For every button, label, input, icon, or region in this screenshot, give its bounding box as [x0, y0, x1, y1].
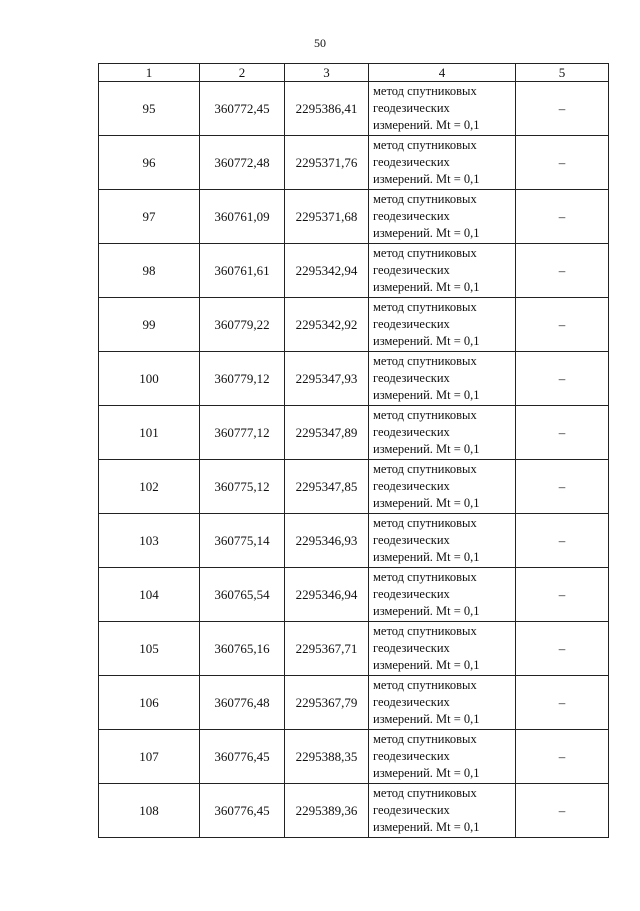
method-cell — [369, 784, 516, 838]
y-coordinate-cell: 2295371,76 — [285, 136, 369, 190]
method-line: измерений. Mt = 0,1 — [373, 172, 480, 186]
method-line: измерений. Mt = 0,1 — [373, 118, 480, 132]
method-line: метод спутниковых — [373, 300, 477, 314]
method-line: метод спутниковых — [373, 246, 477, 260]
note-cell: – — [516, 190, 609, 244]
method-line: геодезических — [373, 695, 450, 709]
table-row — [99, 784, 609, 838]
method-cell — [369, 136, 516, 190]
method-line: геодезических — [373, 209, 450, 223]
method-line: измерений. Mt = 0,1 — [373, 604, 480, 618]
method-line: метод спутниковых — [373, 462, 477, 476]
note-cell: – — [516, 568, 609, 622]
method-line: метод спутниковых — [373, 516, 477, 530]
x-coordinate-cell: 360765,16 — [200, 622, 285, 676]
method-cell — [369, 568, 516, 622]
method-line: геодезических — [373, 101, 450, 115]
method-line: метод спутниковых — [373, 192, 477, 206]
method-line: геодезических — [373, 641, 450, 655]
table-row — [99, 190, 609, 244]
coordinates-table — [98, 63, 609, 838]
point-number-cell: 97 — [99, 190, 200, 244]
y-coordinate-cell: 2295346,94 — [285, 568, 369, 622]
method-line: метод спутниковых — [373, 138, 477, 152]
point-number-cell: 106 — [99, 676, 200, 730]
method-cell — [369, 298, 516, 352]
method-line: метод спутниковых — [373, 408, 477, 422]
method-line: измерений. Mt = 0,1 — [373, 280, 480, 294]
method-cell — [369, 190, 516, 244]
method-cell — [369, 460, 516, 514]
method-line: измерений. Mt = 0,1 — [373, 658, 480, 672]
column-header-5: 5 — [516, 64, 609, 82]
point-number-cell: 103 — [99, 514, 200, 568]
method-line: геодезических — [373, 263, 450, 277]
point-number-cell: 95 — [99, 82, 200, 136]
y-coordinate-cell: 2295342,94 — [285, 244, 369, 298]
method-line: метод спутниковых — [373, 354, 477, 368]
table-row — [99, 514, 609, 568]
method-line: геодезических — [373, 371, 450, 385]
note-cell: – — [516, 730, 609, 784]
method-line: метод спутниковых — [373, 84, 477, 98]
x-coordinate-cell: 360761,61 — [200, 244, 285, 298]
x-coordinate-cell: 360777,12 — [200, 406, 285, 460]
method-line: измерений. Mt = 0,1 — [373, 820, 480, 834]
x-coordinate-cell: 360775,14 — [200, 514, 285, 568]
x-coordinate-cell: 360775,12 — [200, 460, 285, 514]
y-coordinate-cell: 2295371,68 — [285, 190, 369, 244]
column-header-2: 2 — [200, 64, 285, 82]
column-header-3: 3 — [285, 64, 369, 82]
method-cell — [369, 406, 516, 460]
table-row — [99, 298, 609, 352]
method-cell — [369, 244, 516, 298]
note-cell: – — [516, 784, 609, 838]
y-coordinate-cell: 2295388,35 — [285, 730, 369, 784]
method-line: геодезических — [373, 749, 450, 763]
x-coordinate-cell: 360776,45 — [200, 784, 285, 838]
note-cell: – — [516, 244, 609, 298]
column-header-1: 1 — [99, 64, 200, 82]
page-number: 50 — [314, 36, 326, 50]
method-line: измерений. Mt = 0,1 — [373, 442, 480, 456]
y-coordinate-cell: 2295346,93 — [285, 514, 369, 568]
method-line: геодезических — [373, 317, 450, 331]
x-coordinate-cell: 360761,09 — [200, 190, 285, 244]
x-coordinate-cell: 360765,54 — [200, 568, 285, 622]
point-number-cell: 100 — [99, 352, 200, 406]
method-cell — [369, 82, 516, 136]
method-line: измерений. Mt = 0,1 — [373, 334, 480, 348]
note-cell: – — [516, 82, 609, 136]
y-coordinate-cell: 2295347,93 — [285, 352, 369, 406]
note-cell: – — [516, 622, 609, 676]
point-number-cell: 99 — [99, 298, 200, 352]
table-row — [99, 568, 609, 622]
method-line: измерений. Mt = 0,1 — [373, 712, 480, 726]
method-line: измерений. Mt = 0,1 — [373, 388, 480, 402]
column-header-4: 4 — [369, 64, 516, 82]
method-line: метод спутниковых — [373, 786, 477, 800]
y-coordinate-cell: 2295367,71 — [285, 622, 369, 676]
y-coordinate-cell: 2295342,92 — [285, 298, 369, 352]
y-coordinate-cell: 2295347,89 — [285, 406, 369, 460]
table-header-row — [99, 64, 609, 82]
x-coordinate-cell: 360776,48 — [200, 676, 285, 730]
method-cell — [369, 352, 516, 406]
note-cell: – — [516, 460, 609, 514]
x-coordinate-cell: 360772,48 — [200, 136, 285, 190]
x-coordinate-cell: 360772,45 — [200, 82, 285, 136]
note-cell: – — [516, 136, 609, 190]
table-row — [99, 622, 609, 676]
point-number-cell: 108 — [99, 784, 200, 838]
method-line: метод спутниковых — [373, 624, 477, 638]
method-line: измерений. Mt = 0,1 — [373, 226, 480, 240]
y-coordinate-cell: 2295386,41 — [285, 82, 369, 136]
method-cell — [369, 676, 516, 730]
table-row — [99, 352, 609, 406]
point-number-cell: 105 — [99, 622, 200, 676]
method-line: геодезических — [373, 587, 450, 601]
point-number-cell: 96 — [99, 136, 200, 190]
y-coordinate-cell: 2295389,36 — [285, 784, 369, 838]
method-line: геодезических — [373, 533, 450, 547]
point-number-cell: 102 — [99, 460, 200, 514]
table-row — [99, 406, 609, 460]
method-line: измерений. Mt = 0,1 — [373, 496, 480, 510]
note-cell: – — [516, 298, 609, 352]
y-coordinate-cell: 2295347,85 — [285, 460, 369, 514]
method-line: измерений. Mt = 0,1 — [373, 550, 480, 564]
method-line: метод спутниковых — [373, 732, 477, 746]
note-cell: – — [516, 514, 609, 568]
table-row — [99, 244, 609, 298]
x-coordinate-cell: 360776,45 — [200, 730, 285, 784]
table-row — [99, 136, 609, 190]
method-line: геодезических — [373, 803, 450, 817]
table-row — [99, 460, 609, 514]
point-number-cell: 98 — [99, 244, 200, 298]
point-number-cell: 101 — [99, 406, 200, 460]
point-number-cell: 107 — [99, 730, 200, 784]
method-cell — [369, 622, 516, 676]
table-row — [99, 82, 609, 136]
table-body — [99, 82, 609, 838]
x-coordinate-cell: 360779,22 — [200, 298, 285, 352]
x-coordinate-cell: 360779,12 — [200, 352, 285, 406]
note-cell: – — [516, 676, 609, 730]
method-line: измерений. Mt = 0,1 — [373, 766, 480, 780]
method-line: метод спутниковых — [373, 678, 477, 692]
method-line: метод спутниковых — [373, 570, 477, 584]
method-line: геодезических — [373, 479, 450, 493]
method-line: геодезических — [373, 155, 450, 169]
table-row — [99, 730, 609, 784]
method-cell — [369, 514, 516, 568]
method-line: геодезических — [373, 425, 450, 439]
y-coordinate-cell: 2295367,79 — [285, 676, 369, 730]
point-number-cell: 104 — [99, 568, 200, 622]
table-row — [99, 676, 609, 730]
note-cell: – — [516, 352, 609, 406]
note-cell: – — [516, 406, 609, 460]
method-cell — [369, 730, 516, 784]
